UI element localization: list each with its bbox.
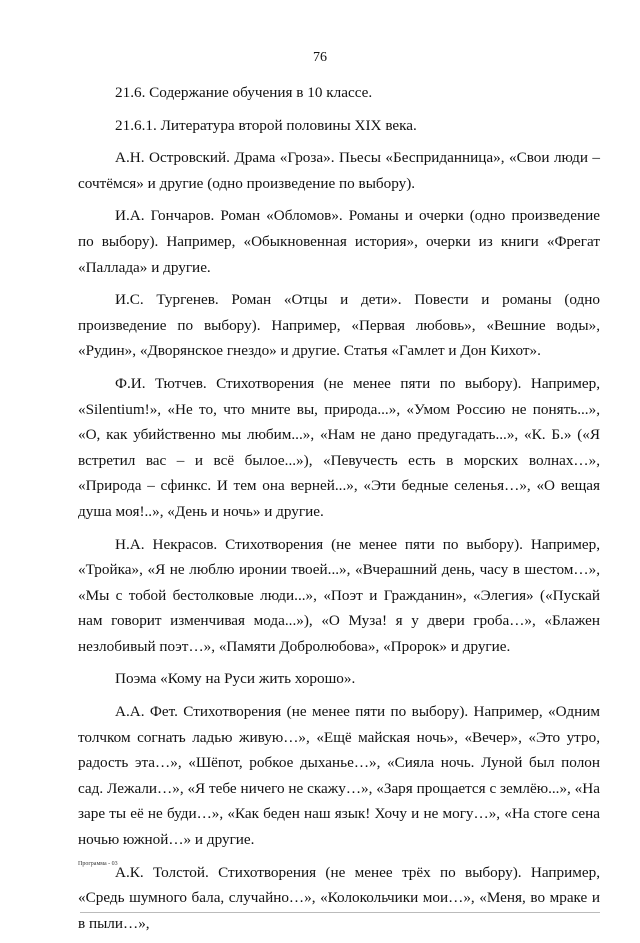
section-heading: 21.6. Содержание обучения в 10 классе. xyxy=(115,84,373,101)
paragraph-nekrasov-poem: Поэма «Кому на Руси жить хорошо». xyxy=(115,670,356,688)
paragraph-tyutchev: Ф.И. Тютчев. Стихотворения (не менее пяти по выбору). Например, «Silentium!», «Не то, что мните вы, природа...», «Умом Россию не понять...», «О, как убийственно мы любим...», «Нам не дано предугадать...», «К. Б.» («Я встретил вас – и всё былое...»), «Певучесть есть в морских волнах…», «Природа – сфинкс. И тем она верней...», «Эти бедные селенья…», «О вещая душа моя!..», «День и ночь» и другие. xyxy=(78,374,600,520)
paragraph-nekrasov: Н.А. Некрасов. Стихотворения (не менее пяти по выбору). Например, «Тройка», «Я не люблю иронии твоей...», «Вчерашний день, часу в шестом…», «Мы с тобой бестолковые люди...», «Поэт и Гражданин», «Элегия» («Пускай нам говорит изменчивая мода...»), «О Муза! я у двери гроба…», «Блажен незлобивый поэт…», «Памяти Добролюбова», «Пророк» и другие. xyxy=(78,535,600,655)
page-number: 76 xyxy=(313,50,327,65)
scan-edge-line xyxy=(80,912,600,913)
paragraph-turgenev: И.С. Тургенев. Роман «Отцы и дети». Повести и романы (одно произведение по выбору). Например, «Первая любовь», «Вешние воды», «Рудин», «Дворянское гнездо» и другие. Статья «Гамлет и Дон Кихот». xyxy=(78,291,600,360)
page-footer: Программа - 03 xyxy=(78,861,118,867)
subsection-heading: 21.6.1. Литература второй половины XIX века. xyxy=(115,116,417,134)
paragraph-fet: А.А. Фет. Стихотворения (не менее пяти по выбору). Например, «Одним толчком согнать ладью живую…», «Ещё майская ночь», «Вечер», «Это утро, радость эта…», «Шёпот, робкое дыханье…», «Сияла ночь. Луной был полон сад. Лежали…», «Я тебе ничего не скажу…», «Заря прощается с землёю...», «На заре ты её не буди…», «Как беден наш язык! Хочу и не могу…», «На стоге сена ночью южной…» и другие. xyxy=(78,703,600,849)
paragraph-tolstoy: А.К. Толстой. Стихотворения (не менее трёх по выбору). Например, «Средь шумного бала, случайно…», «Колокольчики мои…», «Меня, во мраке и в пыли…», xyxy=(78,863,600,932)
paragraph-goncharov: И.А. Гончаров. Роман «Обломов». Романы и очерки (одно произведение по выбору). Например, «Обыкновенная история», очерки из книги «Фрегат «Паллада» и другие. xyxy=(78,207,600,276)
document-body xyxy=(78,80,600,943)
paragraph-ostrovsky: А.Н. Островский. Драма «Гроза». Пьесы «Бесприданница», «Свои люди – сочтёмся» и другие (одно произведение по выбору). xyxy=(78,149,600,192)
